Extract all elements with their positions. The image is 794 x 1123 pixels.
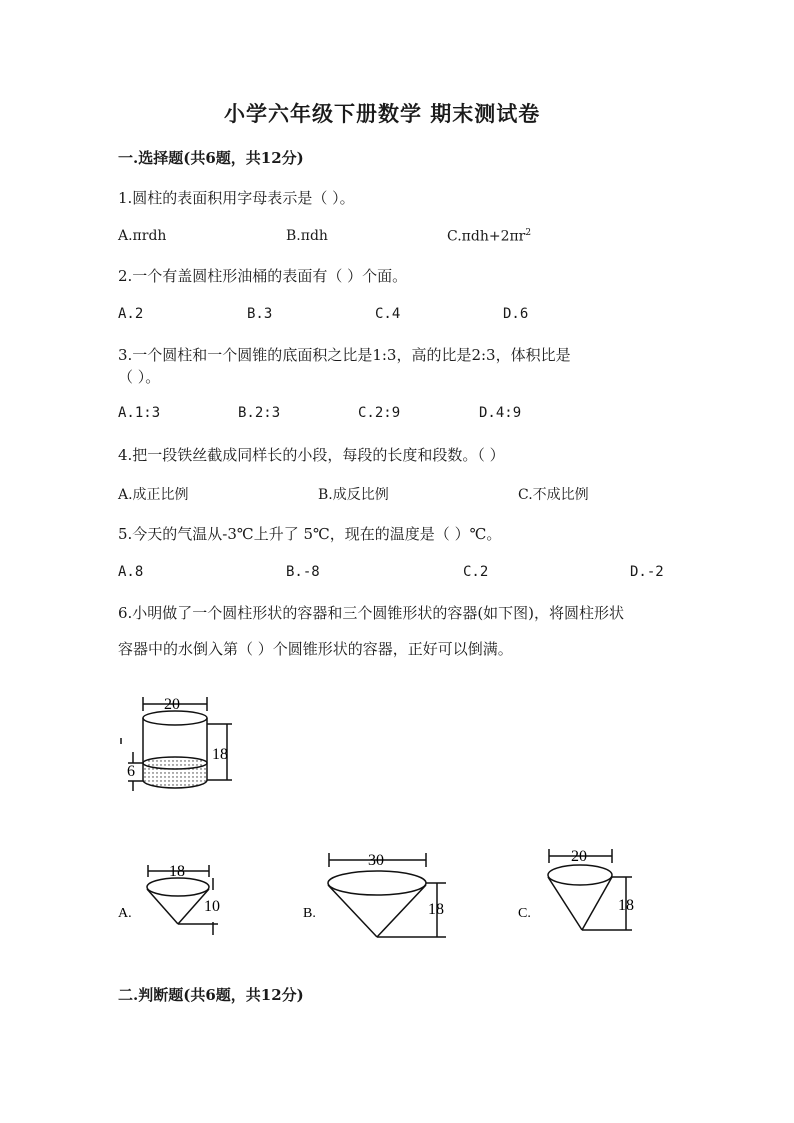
question-1-text: 1.圆柱的表面积用字母表示是（ ）。 [118,189,355,207]
question-2-text: 2.一个有盖圆柱形油桶的表面有（ ）个面。 [118,267,408,285]
question-2-option-a: A.2 [118,306,144,322]
question-2-option-c: C.4 [375,306,401,322]
section-2-heading: 二.判断题(共6题，共12分) [118,986,304,1004]
cone-a-height-label: 10 [204,898,220,915]
question-1-option-a: A.πrdh [118,228,167,244]
cylinder-diameter-label: 20 [164,696,180,713]
section-1-heading: 一.选择题(共6题，共12分) [118,149,304,167]
question-2-option-b: B.3 [247,306,273,322]
question-6-text-line-1: 6.小明做了一个圆柱形状的容器和三个圆锥形状的容器(如下图)，将圆柱形状 [118,604,625,622]
question-4-option-c: C.不成比例 [518,487,589,503]
cone-b-diagram [328,853,446,937]
cone-c-diagram [548,849,632,930]
question-4-text: 4.把一段铁丝截成同样长的小段，每段的长度和段数。（ ） [118,446,505,464]
cone-b-option-label: B. [303,906,316,921]
question-4-option-a: A.成正比例 [118,487,189,503]
cone-a-option-label: A. [118,906,132,921]
cone-c-height-label: 18 [618,897,634,914]
question-5-option-b: B.-8 [286,564,320,580]
question-5-option-d: D.-2 [630,564,664,580]
question-6-text-line-2: 容器中的水倒入第（ ）个圆锥形状的容器，正好可以倒满。 [118,640,513,658]
question-2-option-d: D.6 [503,306,529,322]
cone-c-option-label: C. [518,906,531,921]
cylinder-height-label: 18 [212,746,228,763]
question-1-option-c-exponent: 2 [525,228,532,238]
question-3-option-a: A.1:3 [118,405,161,421]
cone-b-diameter-label: 30 [368,852,384,869]
question-3-text-line-2: （ ）。 [118,368,161,386]
question-5-option-a: A.8 [118,564,144,580]
question-1-option-b: B.πdh [286,228,328,244]
question-3-text-line-1: 3.一个圆柱和一个圆锥的底面积之比是1:3，高的比是2:3，体积比是 [118,346,571,364]
question-3-option-c: C.2:9 [358,405,401,421]
question-5-option-c: C.2 [463,564,489,580]
question-3-option-b: B.2:3 [238,405,281,421]
cone-a-diameter-label: 18 [169,863,185,880]
page-title: 小学六年级下册数学 期末测试卷 [224,101,541,126]
cone-b-height-label: 18 [428,901,444,918]
cylinder-water-label: 6 [127,763,135,780]
question-3-option-d: D.4:9 [479,405,522,421]
cone-c-diameter-label: 20 [571,848,587,865]
question-5-text: 5.今天的气温从-3℃上升了 5℃，现在的温度是（ ）℃。 [118,525,502,543]
question-1-option-c-base: C.πdh+2πr [447,228,526,245]
question-4-option-b: B.成反比例 [318,487,389,503]
